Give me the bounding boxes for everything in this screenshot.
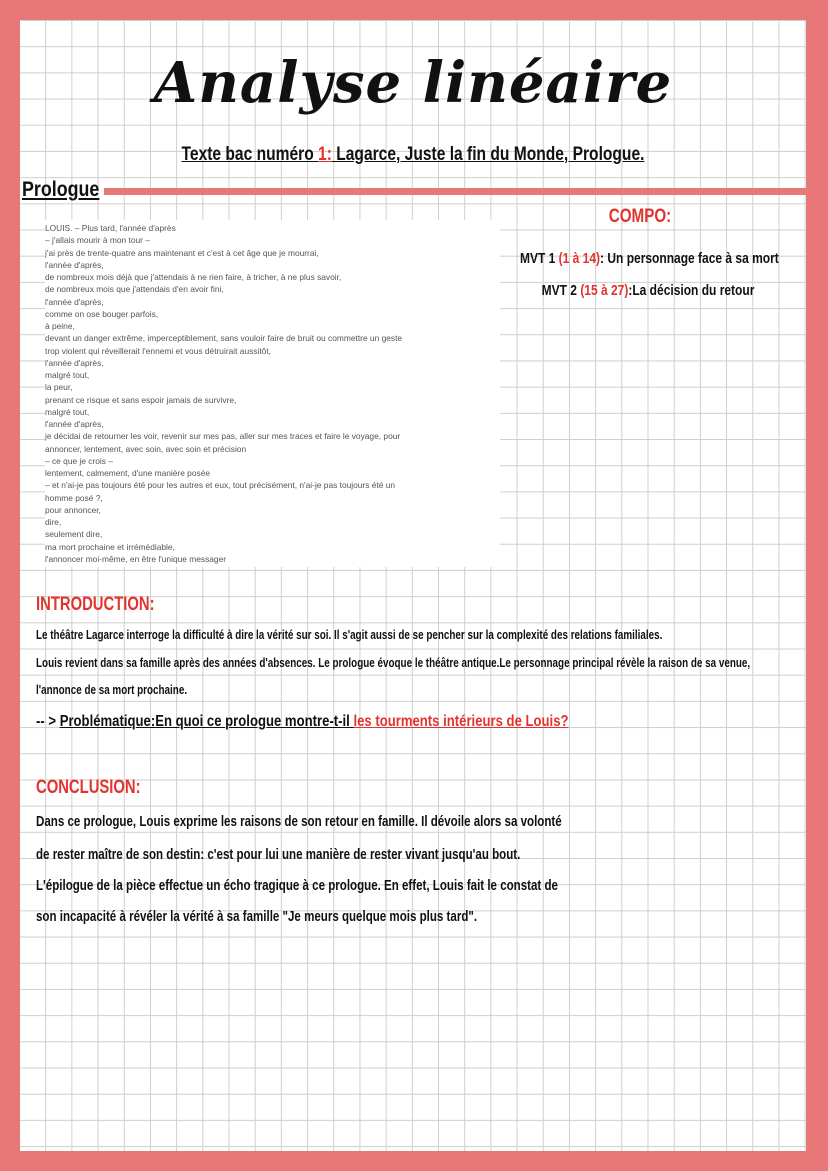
prologue-line: malgré tout, xyxy=(45,370,90,380)
prologue-line: dire, xyxy=(45,517,62,527)
introduction-line-1: Le théâtre Lagarce interroge la difficulté à dire la vérité sur soi. Il s'agit aussi de se pencher sur la complexité des relations familiales. xyxy=(36,628,663,642)
subtitle-rest: Lagarce, Juste la fin du Monde, Prologue. xyxy=(331,144,645,165)
prologue-line: à peine, xyxy=(45,321,75,331)
introduction-line-3: l'annonce de sa mort prochaine. xyxy=(36,683,188,697)
prologue-line: de nombreux mois que j'attendais d'en avoir fini, xyxy=(45,284,224,295)
page-subtitle xyxy=(91,144,736,166)
prologue-line: je décidai de retourner les voir, revenir sur mes pas, aller sur mes traces et faire le voyage, pour xyxy=(45,431,401,442)
conclusion-title: CONCLUSION: xyxy=(36,777,141,798)
prologue-line: pour annoncer, xyxy=(45,504,101,515)
prologue-line: comme on ose bouger parfois, xyxy=(45,308,159,319)
prologue-text xyxy=(45,220,500,567)
conclusion-line-2: de rester maître de son destin: c'est pour lui une manière de rester vivant jusqu'au bout. xyxy=(36,846,521,863)
problematique xyxy=(36,713,569,731)
conclusion-line-3: L'épilogue de la pièce effectue un écho tragique à ce prologue. En effet, Louis fait le constat de xyxy=(36,877,558,894)
problem-arrow: -- > xyxy=(36,713,60,730)
subtitle-number: 1: xyxy=(318,144,332,165)
subtitle-prefix: Texte bac numéro xyxy=(181,144,319,165)
page-title: Analyse linéaire xyxy=(153,50,673,116)
prologue-line: l'année d'après, xyxy=(45,357,104,368)
movement-2 xyxy=(520,282,776,299)
prologue-line: malgré tout, xyxy=(45,406,90,417)
mvt1-range: (1 à 14) xyxy=(558,250,601,267)
prologue-line: ma mort prochaine et irrémédiable, xyxy=(45,541,175,552)
prologue-line: – j'allais mourir à mon tour – xyxy=(45,235,150,246)
prologue-line: – ce que je crois – xyxy=(45,455,113,466)
prologue-line: j'ai près de trente-quatre ans maintenant et c'est à cet âge que je mourrai, xyxy=(45,247,319,258)
compo-title: COMPO: xyxy=(608,206,672,227)
prologue-line: la peur, xyxy=(45,382,73,393)
problem-highlight: les tourments intérieurs de Louis? xyxy=(353,713,569,730)
prologue-line: de nombreux mois déjà que j'attendais à ne rien faire, à tricher, à ne plus savoir, xyxy=(45,272,342,282)
introduction-title: INTRODUCTION: xyxy=(36,594,155,615)
prologue-heading: Prologue xyxy=(22,178,100,201)
mvt2-range: (15 à 27) xyxy=(580,282,629,299)
mvt2-text: :La décision du retour xyxy=(628,282,755,299)
prologue-line: l'année d'après, xyxy=(45,259,104,270)
mvt1-label: MVT 1 xyxy=(520,250,559,267)
problem-label: Problématique:En quoi ce prologue montre-t-il xyxy=(59,713,354,730)
prologue-line: homme posé ?, xyxy=(45,492,103,503)
movement-1 xyxy=(520,250,779,267)
mvt1-text: : Un personnage face à sa mort xyxy=(600,250,779,267)
introduction-line-2: Louis revient dans sa famille après des années d'absences. Le prologue évoque le théâtre antique.Le personnage principal révèle la raison de sa venue, xyxy=(36,656,751,670)
prologue-line: lentement, calmement, d'une manière posée xyxy=(45,468,211,478)
prologue-line: devant un danger extrême, imperceptiblement, sans vouloir faire de bruit ou commettre un geste xyxy=(45,333,403,344)
conclusion-line-1: Dans ce prologue, Louis exprime les raisons de son retour en famille. Il dévoile alors sa volonté xyxy=(36,813,562,830)
prologue-line: prenant ce risque et sans espoir jamais de survivre, xyxy=(45,394,237,405)
prologue-line: l'annoncer moi-même, en être l'unique messager xyxy=(45,553,227,564)
prologue-divider xyxy=(104,188,806,195)
prologue-line: l'année d'après, xyxy=(45,419,104,429)
prologue-line: LOUIS. – Plus tard, l'année d'après xyxy=(45,223,176,233)
prologue-line: – et n'ai-je pas toujours été pour les autres et eux, tout précisément, n'ai-je pas toujours été un xyxy=(45,480,396,491)
prologue-line: annoncer, lentement, avec soin, avec soin et précision xyxy=(45,443,247,454)
document-page xyxy=(20,20,806,1151)
prologue-line: trop violent qui réveillerait l'ennemi et vous détruirait aussitôt, xyxy=(45,345,271,356)
conclusion-line-4: son incapacité à révéler la vérité à sa famille "Je meurs quelque mois plus tard". xyxy=(36,908,478,925)
mvt2-label: MVT 2 xyxy=(541,282,581,299)
prologue-line: l'année d'après, xyxy=(45,296,104,307)
prologue-line: seulement dire, xyxy=(45,529,103,540)
